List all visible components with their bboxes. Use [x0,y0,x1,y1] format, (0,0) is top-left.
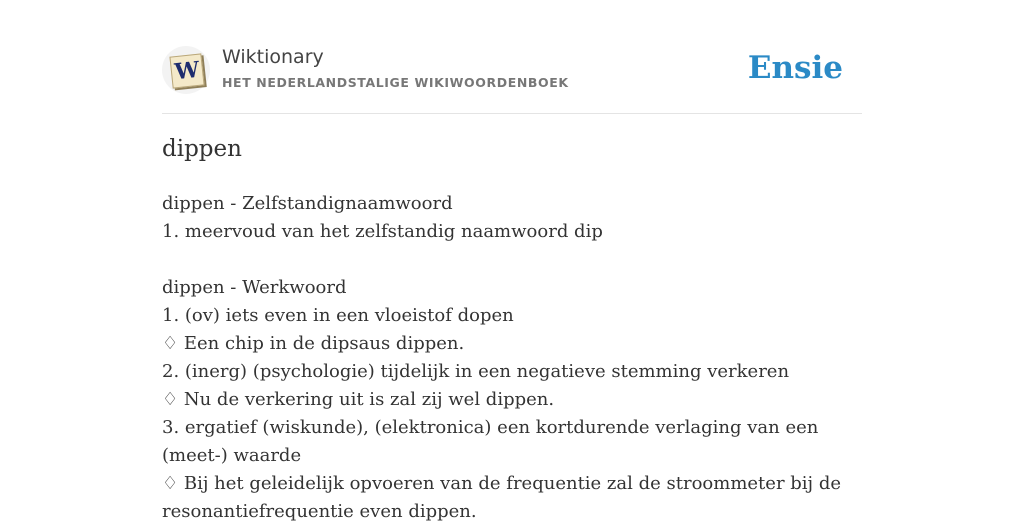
logo-tile-icon [169,53,204,88]
definition-line: dippen - Zelfstandignaamwoord [162,193,453,214]
site-subtitle: HET NEDERLANDSTALIGE WIKIWOORDENBOEK [222,75,569,90]
definition-line [162,246,862,274]
definition-line: 3. ergatief (wiskunde), (elektronica) een kortdurende verlaging van een (meet-) waarde [162,417,819,466]
ensie-brand-link[interactable]: Ensie [747,50,843,86]
site-title[interactable]: Wiktionary [222,46,324,68]
logo-letter: W [173,56,201,86]
site-header [162,46,862,96]
wiktionary-logo[interactable] [162,46,210,94]
definition-content [162,190,862,526]
definition-line: 1. (ov) iets even in een vloeistof dopen [162,305,514,326]
definition-line: 1. meervoud van het zelfstandig naamwoord dip [162,221,603,242]
definition-line: dippen - Werkwoord [162,277,347,298]
word-title: dippen [162,136,242,162]
definition-line: ♢ Bij het geleidelijk opvoeren van de frequentie zal de stroommeter bij de resonantiefrequentie even dippen. [162,473,842,522]
definition-line: ♢ Nu de verkering uit is zal zij wel dippen. [162,389,555,410]
definition-line: 2. (inerg) (psychologie) tijdelijk in een negatieve stemming verkeren [162,361,790,382]
definition-line: ♢ Een chip in de dipsaus dippen. [162,333,465,354]
header-divider [162,113,862,114]
